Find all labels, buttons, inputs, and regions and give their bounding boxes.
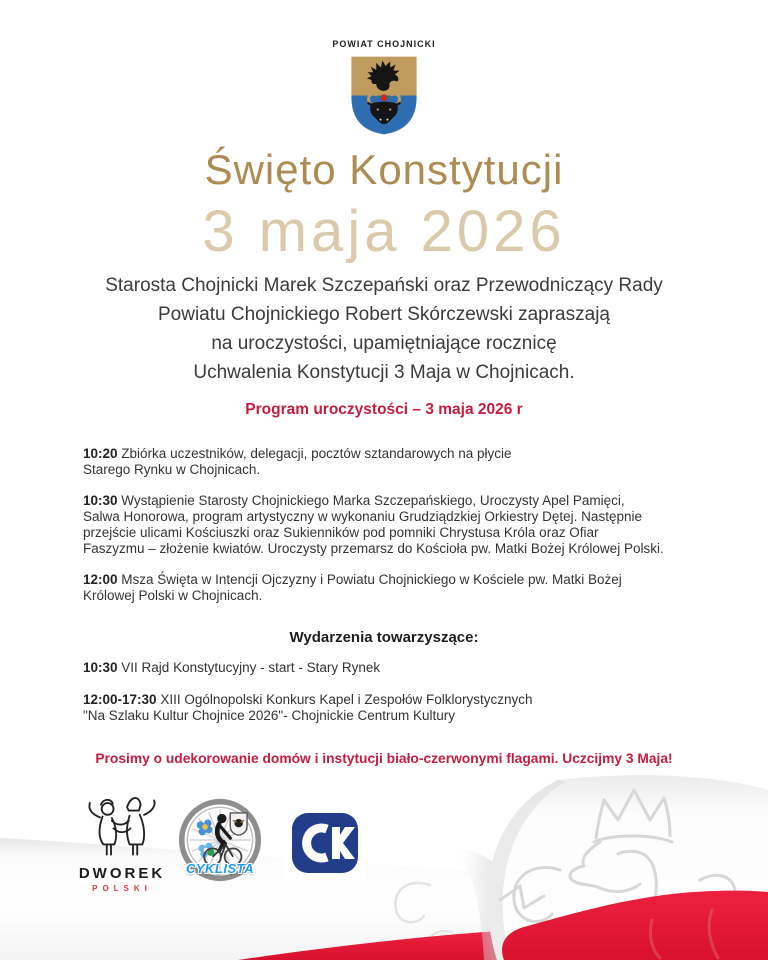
ck-logo (284, 802, 366, 884)
side-event-text: VII Rajd Konstytucyjny - start - Stary Rynek (121, 660, 381, 675)
side-event-item (83, 660, 713, 676)
program-heading: Program uroczystości – 3 maja 2026 r (245, 401, 523, 418)
powiat-chojnicki-coat-of-arms-icon (345, 52, 423, 139)
invitation-line: Starosta Chojnicki Marek Szczepański oraz Przewodniczący Rady (105, 275, 663, 296)
program-item-text: Faszyzmu – złożenie kwiatów. Uroczysty przemarsz do Kościoła pw. Matki Bożej Królowej Polski. (83, 541, 664, 556)
invitation-text (0, 271, 768, 387)
dworek-name: DWOREK (78, 865, 166, 882)
event-date: 3 maja 2026 (202, 199, 566, 264)
side-events-list (83, 660, 713, 740)
program-item (83, 493, 713, 557)
side-event-time: 10:30 (83, 660, 118, 675)
ck-monogram-icon (289, 807, 361, 879)
program-item-text: Zbiórka uczestników, delegacji, pocztów sztandarowych na płycie (121, 446, 512, 461)
program-item (83, 446, 713, 478)
invitation-line: Uchwalenia Konstytucji 3 Maja w Chojnicach. (193, 362, 575, 383)
program-item-time: 10:20 (83, 446, 118, 461)
small-shield-icon (230, 813, 247, 835)
powiat-caption: POWIAT CHOJNICKI (332, 39, 436, 49)
program-item-text: przejście ulicami Kościuszki oraz Sukienników pod pomniki Chrystusa Króla oraz Ofiar (83, 525, 599, 540)
program-item (83, 572, 713, 604)
side-event-item (83, 692, 713, 724)
program-item-text: Msza Święta w Intencji Ojczyzny i Powiatu Chojnickiego w Kościele pw. Matki Bożej (121, 572, 622, 587)
program-item-text: Wystąpienie Starosty Chojnickiego Marka Szczepańskiego, Uroczysty Apel Pamięci, (121, 493, 625, 508)
cyklista-logo (178, 798, 262, 890)
side-event-time: 12:00-17:30 (83, 692, 157, 707)
dworek-figures-icon (74, 792, 170, 858)
invitation-line: na uroczystości, upamiętniające rocznicę (211, 333, 557, 354)
invitation-line: Powiatu Chojnickiego Robert Skórczewski zapraszają (158, 304, 610, 325)
program-item-time: 10:30 (83, 493, 118, 508)
program-item-text: Salwa Honorowa, program artystyczny w wykonaniu Grudziądzkiej Orkiestry Dętej. Następnie (83, 509, 642, 524)
logos-row (74, 792, 366, 893)
dworek-polski-logo (74, 792, 170, 893)
program-item-text: Królowej Polski w Chojnicach. (83, 588, 263, 603)
event-title: Święto Konstytucji (204, 146, 564, 193)
dworek-subname: POLSKI (92, 884, 152, 893)
cyklista-label: CYKLISTA (185, 861, 255, 876)
side-event-text: "Na Szlaku Kultur Chojnice 2026"- Chojnickie Centrum Kultury (83, 708, 456, 723)
program-item-text: Starego Rynku w Chojnicach. (83, 462, 261, 477)
side-event-text: XIII Ogólnopolski Konkurs Kapel i Zespołów Folklorystycznych (160, 692, 533, 707)
program-item-time: 12:00 (83, 572, 118, 587)
cta-text: Prosimy o udekorowanie domów i instytucji biało-czerwonymi flagami. Uczcijmy 3 Maja! (95, 751, 673, 766)
side-events-heading: Wydarzenia towarzyszące: (289, 629, 479, 646)
program-list (83, 446, 713, 619)
